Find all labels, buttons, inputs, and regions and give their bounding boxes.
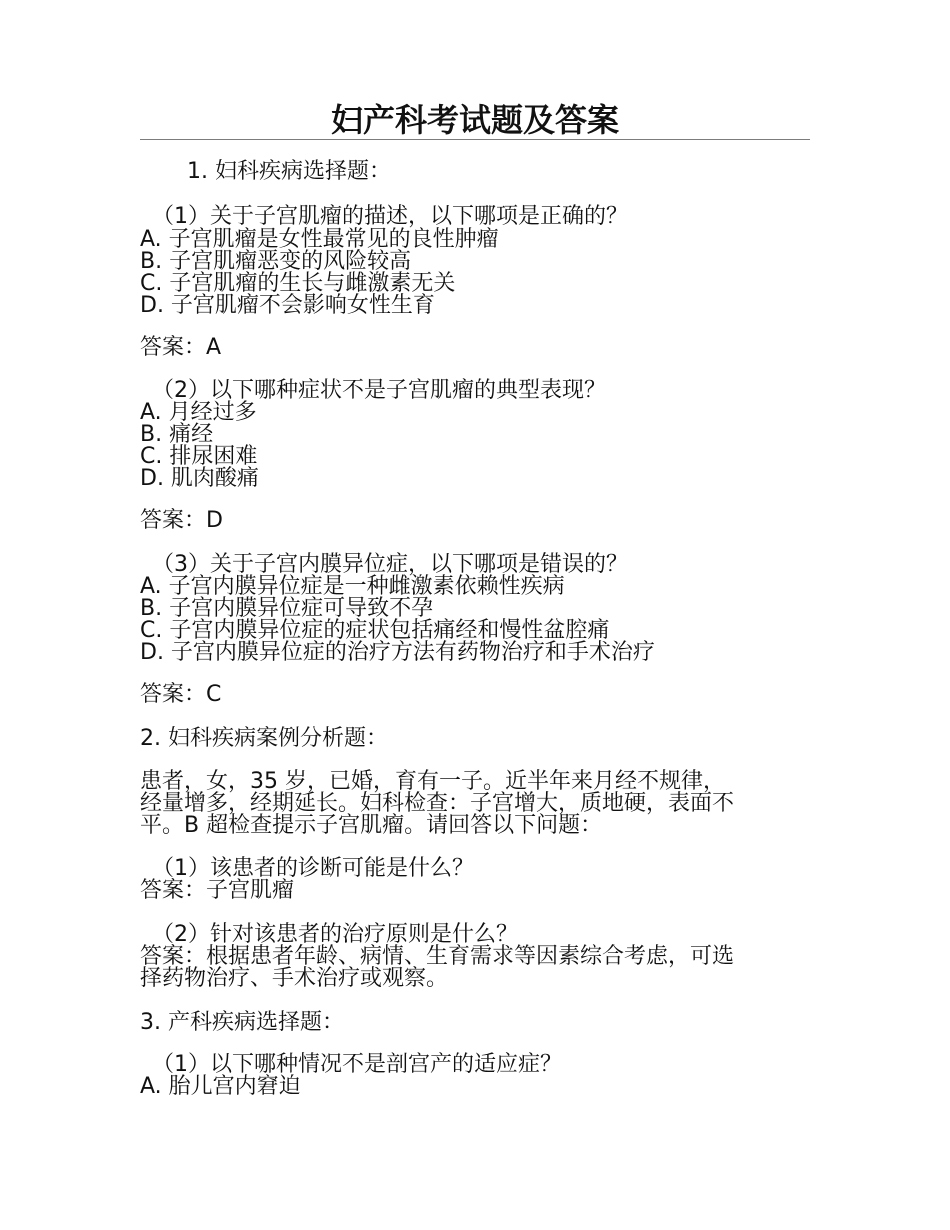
- question-option: C. 排尿困难: [140, 444, 258, 469]
- page-title: 妇产科考试题及答案: [330, 101, 619, 139]
- question-option: A. 月经过多: [140, 400, 257, 425]
- question-option: D. 子宫肌瘤不会影响女性生育: [140, 293, 435, 318]
- question-answer: 择药物治疗、手术治疗或观察。: [140, 966, 449, 991]
- question-answer: 答案：根据患者年龄、病情、生育需求等因素综合考虑，可选: [140, 944, 735, 969]
- question-answer: 答案：子宫肌瘤: [140, 878, 295, 903]
- question-option: B. 痛经: [140, 422, 214, 447]
- question-option: D. 肌肉酸痛: [140, 466, 259, 491]
- question-option: A. 子宫内膜异位症是一种雌激素依赖性疾病: [140, 574, 565, 599]
- question-stem: （2）针对该患者的治疗原则是什么？: [152, 922, 518, 947]
- case-text-line: 平。B 超检查提示子宫肌瘤。请回答以下问题：: [140, 813, 603, 838]
- question-stem: （1）该患者的诊断可能是什么？: [152, 856, 474, 881]
- question-stem: （1）关于子宫肌瘤的描述，以下哪项是正确的？: [152, 204, 628, 229]
- section-heading: 3. 产科疾病选择题：: [140, 1010, 344, 1035]
- question-option: B. 子宫肌瘤恶变的风险较高: [140, 249, 412, 274]
- question-answer: 答案：A: [140, 335, 222, 360]
- case-text-line: 患者，女，35 岁，已婚，育有一子。近半年来月经不规律，: [140, 769, 725, 794]
- question-stem: （3）关于子宫内膜异位症，以下哪项是错误的？: [152, 552, 628, 577]
- section-heading: 1. 妇科疾病选择题：: [187, 159, 391, 184]
- section-heading: 2. 妇科疾病案例分析题：: [140, 726, 388, 751]
- question-answer: 答案：D: [140, 508, 223, 533]
- question-option: C. 子宫肌瘤的生长与雌激素无关: [140, 271, 456, 296]
- question-option: A. 胎儿宫内窘迫: [140, 1074, 301, 1099]
- question-option: D. 子宫内膜异位症的治疗方法有药物治疗和手术治疗: [140, 640, 655, 665]
- question-stem: （1）以下哪种情况不是剖宫产的适应症？: [152, 1052, 562, 1077]
- question-option: B. 子宫内膜异位症可导致不孕: [140, 596, 434, 621]
- question-stem: （2）以下哪种症状不是子宫肌瘤的典型表现？: [152, 378, 606, 403]
- question-option: A. 子宫肌瘤是女性最常见的良性肿瘤: [140, 227, 499, 252]
- case-text-line: 经量增多，经期延长。妇科检查：子宫增大，质地硬，表面不: [140, 791, 735, 816]
- question-answer: 答案：C: [140, 682, 222, 707]
- question-option: C. 子宫内膜异位症的症状包括痛经和慢性盆腔痛: [140, 618, 610, 643]
- title-underline: [140, 139, 810, 140]
